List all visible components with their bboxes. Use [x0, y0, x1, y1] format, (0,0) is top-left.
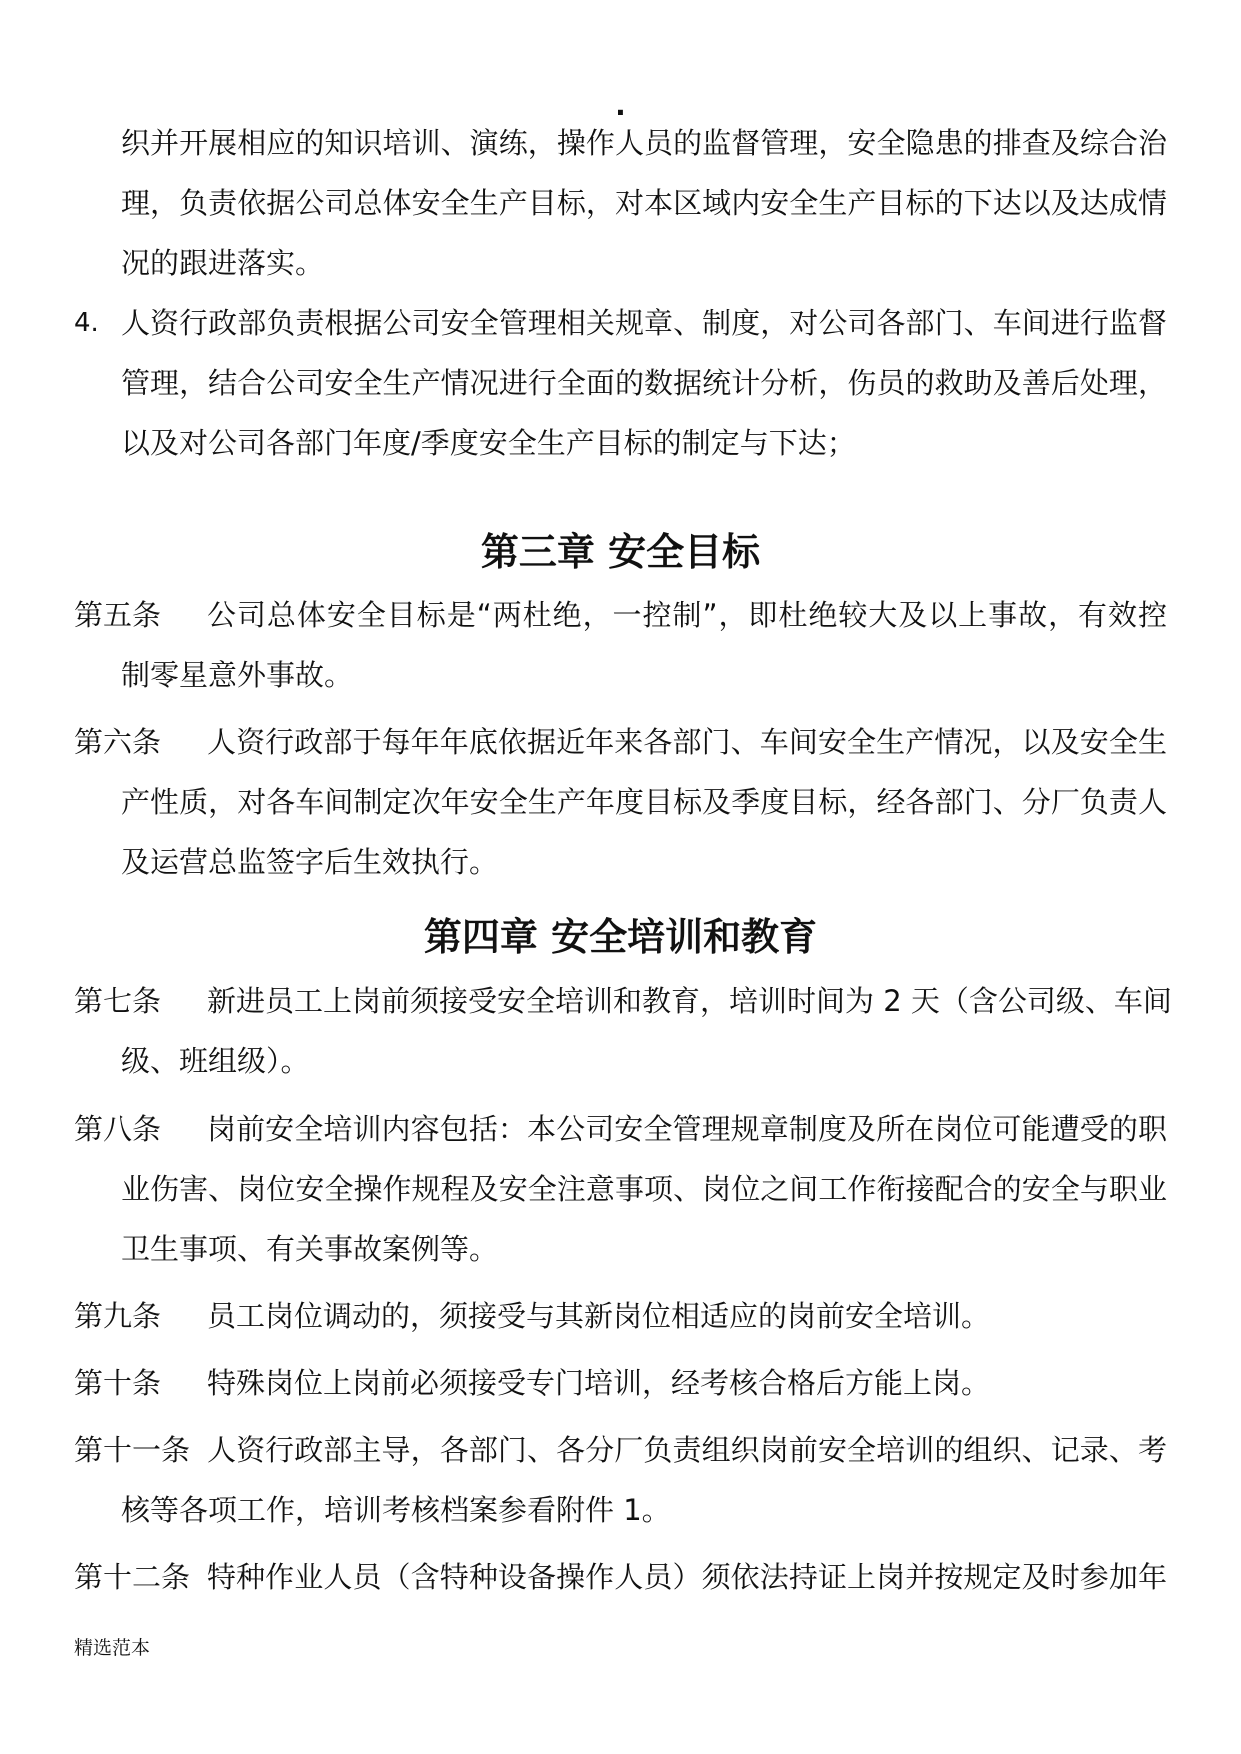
article-label: 第十条	[74, 1366, 162, 1400]
chapter-heading: 第四章 安全培训和教育	[423, 915, 818, 959]
article-text: 岗前安全培训内容包括：本公司安全管理规章制度及所在岗位可能遭受的职	[207, 1112, 1167, 1146]
chapter-heading: 第三章 安全目标	[480, 530, 761, 574]
list-item-line: 管理，结合公司安全生产情况进行全面的数据统计分析，伤员的救助及善后处理，	[121, 366, 1167, 400]
article-text: 核等各项工作，培训考核档案参看附件 1。	[121, 1493, 671, 1527]
article-label: 第十二条	[74, 1560, 191, 1594]
article-text: 员工岗位调动的，须接受与其新岗位相适应的岗前安全培训。	[207, 1299, 991, 1333]
article-text: 人资行政部于每年年底依据近年来各部门、车间安全生产情况，以及安全生	[207, 725, 1167, 759]
article-text: 卫生事项、有关事故案例等。	[121, 1232, 499, 1266]
article-text: 新进员工上岗前须接受安全培训和教育，培训时间为 2 天（含公司级、车间	[207, 984, 1172, 1018]
article-label: 第六条	[74, 725, 162, 759]
article-text: 特殊岗位上岗前必须接受专门培训，经考核合格后方能上岗。	[207, 1366, 991, 1400]
article-text: 及运营总监签字后生效执行。	[121, 845, 499, 879]
article-label: 第五条	[74, 598, 162, 632]
list-number: 4.	[74, 308, 99, 338]
list-item-line: 人资行政部负责根据公司安全管理相关规章、制度，对公司各部门、车间进行监督	[121, 306, 1167, 340]
article-text: 特种作业人员（含特种设备操作人员）须依法持证上岗并按规定及时参加年	[207, 1560, 1167, 1594]
paragraph-line: 织并开展相应的知识培训、演练，操作人员的监督管理，安全隐患的排查及综合治	[121, 126, 1167, 160]
article-text: 级、班组级）。	[121, 1044, 310, 1078]
article-label: 第九条	[74, 1299, 162, 1333]
page-footer: 精选范本	[74, 1637, 151, 1659]
article-label: 第八条	[74, 1112, 162, 1146]
article-label: 第十一条	[74, 1433, 191, 1467]
paragraph-line: 况的跟进落实。	[121, 246, 325, 280]
list-item-line: 以及对公司各部门年度/季度安全生产目标的制定与下达；	[121, 426, 856, 460]
article-label: 第七条	[74, 984, 162, 1018]
article-text: 制零星意外事故。	[121, 658, 354, 692]
article-text: 业伤害、岗位安全操作规程及安全注意事项、岗位之间工作衔接配合的安全与职业	[121, 1172, 1167, 1206]
article-text: 公司总体安全目标是“两杜绝，一控制”，即杜绝较大及以上事故，有效控	[207, 598, 1167, 632]
paragraph-line: 理，负责依据公司总体安全生产目标，对本区域内安全生产目标的下达以及达成情	[121, 186, 1167, 220]
article-text: 产性质，对各车间制定次年安全生产年度目标及季度目标，经各部门、分厂负责人	[121, 785, 1167, 819]
header-dot: .	[615, 89, 626, 122]
article-text: 人资行政部主导，各部门、各分厂负责组织岗前安全培训的组织、记录、考	[207, 1433, 1167, 1467]
